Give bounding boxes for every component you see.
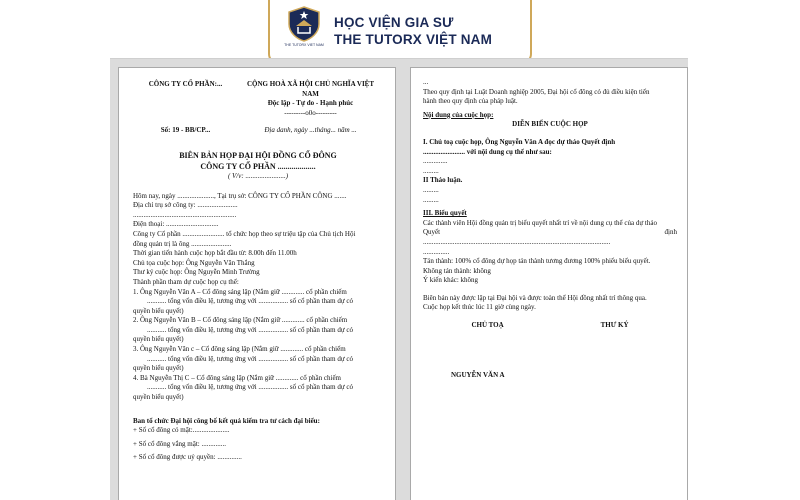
vote-yes: Tán thành: 100% cổ đông dự họp tán thành tương đương 100% phiếu biểu quyết.: [423, 257, 651, 266]
document-number: Số: 19 - BB/CP...: [160, 126, 211, 135]
vote-no: Không tán thành: không: [423, 266, 491, 275]
credential-line: + Số cổ đông được uỷ quyền: ..............: [133, 453, 242, 462]
secretary-label: THƯ KÝ: [600, 321, 629, 330]
section-3: III. Biểu quyết: [423, 209, 467, 218]
vote-other: Ý kiến khác: không: [423, 276, 479, 285]
document-page-2: [410, 67, 688, 500]
member-line: quyền biểu quyết): [133, 306, 184, 315]
brand-line-1: HỌC VIỆN GIA SƯ: [334, 15, 454, 30]
info-line: Thành phần tham dự cuộc họp cụ thể:: [133, 277, 239, 286]
info-line: Hôm nay, ngày ....................., Tại trụ sở: CÔNG TY CỔ PHẦN CÔNG .......: [133, 191, 347, 200]
section-2: II Thảo luận.: [423, 176, 463, 185]
dots-line: .........: [423, 195, 439, 204]
info-line: Thư ký cuộc họp: Ông Nguyễn Minh Trường: [133, 268, 260, 277]
vote-dots: ...........................................................................................................: [423, 237, 611, 246]
dots-line: .........: [423, 185, 439, 194]
chair-label: CHỦ TOẠ: [471, 321, 504, 330]
vote-word: Quyết: [423, 228, 441, 237]
brand-text: [334, 14, 492, 48]
signature-row: [423, 321, 677, 331]
member-line: ........... tổng vốn điều lệ, tương ứng với ................. số cổ phần tham dự có: [147, 354, 354, 363]
member-line: 3. Ông Nguyễn Văn c – Cổ đông sáng lập (Nắm giữ ............. cổ phần chiếm: [133, 345, 346, 354]
meeting-info: [133, 192, 383, 288]
company-name: CÔNG TY CỔ PHẦN:...: [148, 80, 223, 88]
content-heading: Nội dung của cuộc họp:: [423, 110, 494, 119]
section-1-cont: ........................ với nội dung cụ thể như sau:: [423, 147, 552, 156]
motto-rule: ---------o0o---------: [284, 108, 337, 117]
info-line: Điện thoại: ..............................: [133, 220, 219, 229]
section-1: I. Chủ toạ cuộc họp, Ông Nguyễn Văn A đọc dự thảo Quyết định: [423, 137, 616, 146]
minutes-title: BIÊN BẢN HỌP ĐẠI HỘI ĐỒNG CỔ ĐÔNG: [179, 150, 337, 160]
members-list: [133, 288, 383, 403]
top-dots: ...: [423, 78, 429, 86]
info-line: Công ty Cổ phần ........................ tổ chức họp theo sự triệu tập của Chủ tịch Hội: [133, 229, 356, 238]
info-line: Thời gian tiến hành cuộc họp bắt đầu từ: 8.00h đến 11.00h: [133, 249, 297, 258]
minutes-subject: ( V/v: .......................): [227, 171, 289, 180]
closing-line: Biên bản này được lập tại Đại hội và được toàn thể Hội đồng nhất trí thông qua.: [423, 293, 647, 302]
vote-line: Các thành viên Hội đồng quản trị biểu quyết nhất trí về nội dung cụ thể của dự thảo: [423, 218, 657, 227]
chair-name: NGUYỄN VĂN A: [451, 370, 505, 379]
member-line: quyền biểu quyết): [133, 335, 184, 344]
proceedings-title: DIỄN BIẾN CUỘC HỌP: [512, 120, 588, 129]
vote-word: định: [664, 228, 677, 237]
dots-line: ..............: [423, 157, 448, 166]
brand-banner: [268, 0, 532, 64]
intro-line: Theo quy định tại Luật Doanh nghiệp 2005, Đại hội cổ đông có đủ điều kiện tiến: [423, 87, 650, 96]
crest-caption: THE TUTORX VIET NAM: [284, 43, 324, 47]
member-line: 1. Ông Nguyễn Văn A – Cổ đông sáng lập (Nắm giữ ............. cổ phần chiếm: [133, 287, 347, 296]
minutes-subtitle: CÔNG TY CỔ PHẦN ...................: [200, 161, 316, 171]
member-line: quyền biểu quyết): [133, 393, 184, 402]
member-line: ........... tổng vốn điều lệ, tương ứng với ................. số cổ phần tham dự có: [147, 383, 354, 392]
info-line: Chủ tọa cuộc họp: Ông Nguyễn Văn Thắng: [133, 258, 255, 267]
member-line: 4. Bà Nguyễn Thị C – Cổ đông sáng lập (Nắm giữ ............. cổ phần chiếm: [133, 373, 341, 382]
document-preview: [110, 58, 688, 500]
credential-check-heading: Ban tổ chức Đại hội công bố kết quả kiểm tra tư cách đại biểu:: [133, 416, 320, 425]
info-line: Địa chỉ trụ sở công ty: .......................: [133, 201, 238, 210]
shield-logo-icon: [287, 6, 321, 42]
motto: Độc lập - Tự do - Hạnh phúc: [267, 99, 354, 108]
member-line: ........... tổng vốn điều lệ, tương ứng với ................. số cổ phần tham dự có: [147, 325, 354, 334]
info-line: đồng quản trị là ông .......................: [133, 239, 232, 248]
vote-dots: ...............: [423, 247, 450, 256]
info-line: ...........................................................: [133, 210, 237, 219]
brand-crest: [284, 6, 324, 56]
closing-line: Cuộc họp kết thúc lúc 11 giờ cùng ngày.: [423, 303, 536, 312]
credential-line: + Số cổ đông có mặt:.....................: [133, 426, 230, 435]
dots-line: .........: [423, 166, 439, 175]
credential-line: + Số cổ đông vắng mặt: ..............: [133, 439, 226, 448]
intro-line: hành theo quy định của pháp luật.: [423, 97, 518, 106]
member-line: quyền biểu quyết): [133, 364, 184, 373]
member-line: ........... tổng vốn điều lệ, tương ứng với ................. số cổ phần tham dự có: [147, 297, 354, 306]
document-page-1: [118, 67, 396, 500]
vote-line: [423, 228, 677, 238]
member-line: 2. Ông Nguyễn Văn B – Cổ đông sáng lập (Nắm giữ ............. cổ phần chiếm: [133, 316, 348, 325]
brand-line-2: THE TUTORX VIỆT NAM: [334, 32, 493, 47]
place-date: Địa danh, ngày ...tháng... năm ...: [264, 126, 357, 135]
nation-heading: CỘNG HOÀ XÃ HỘI CHỦ NGHĨA VIỆT NAM: [246, 80, 375, 98]
